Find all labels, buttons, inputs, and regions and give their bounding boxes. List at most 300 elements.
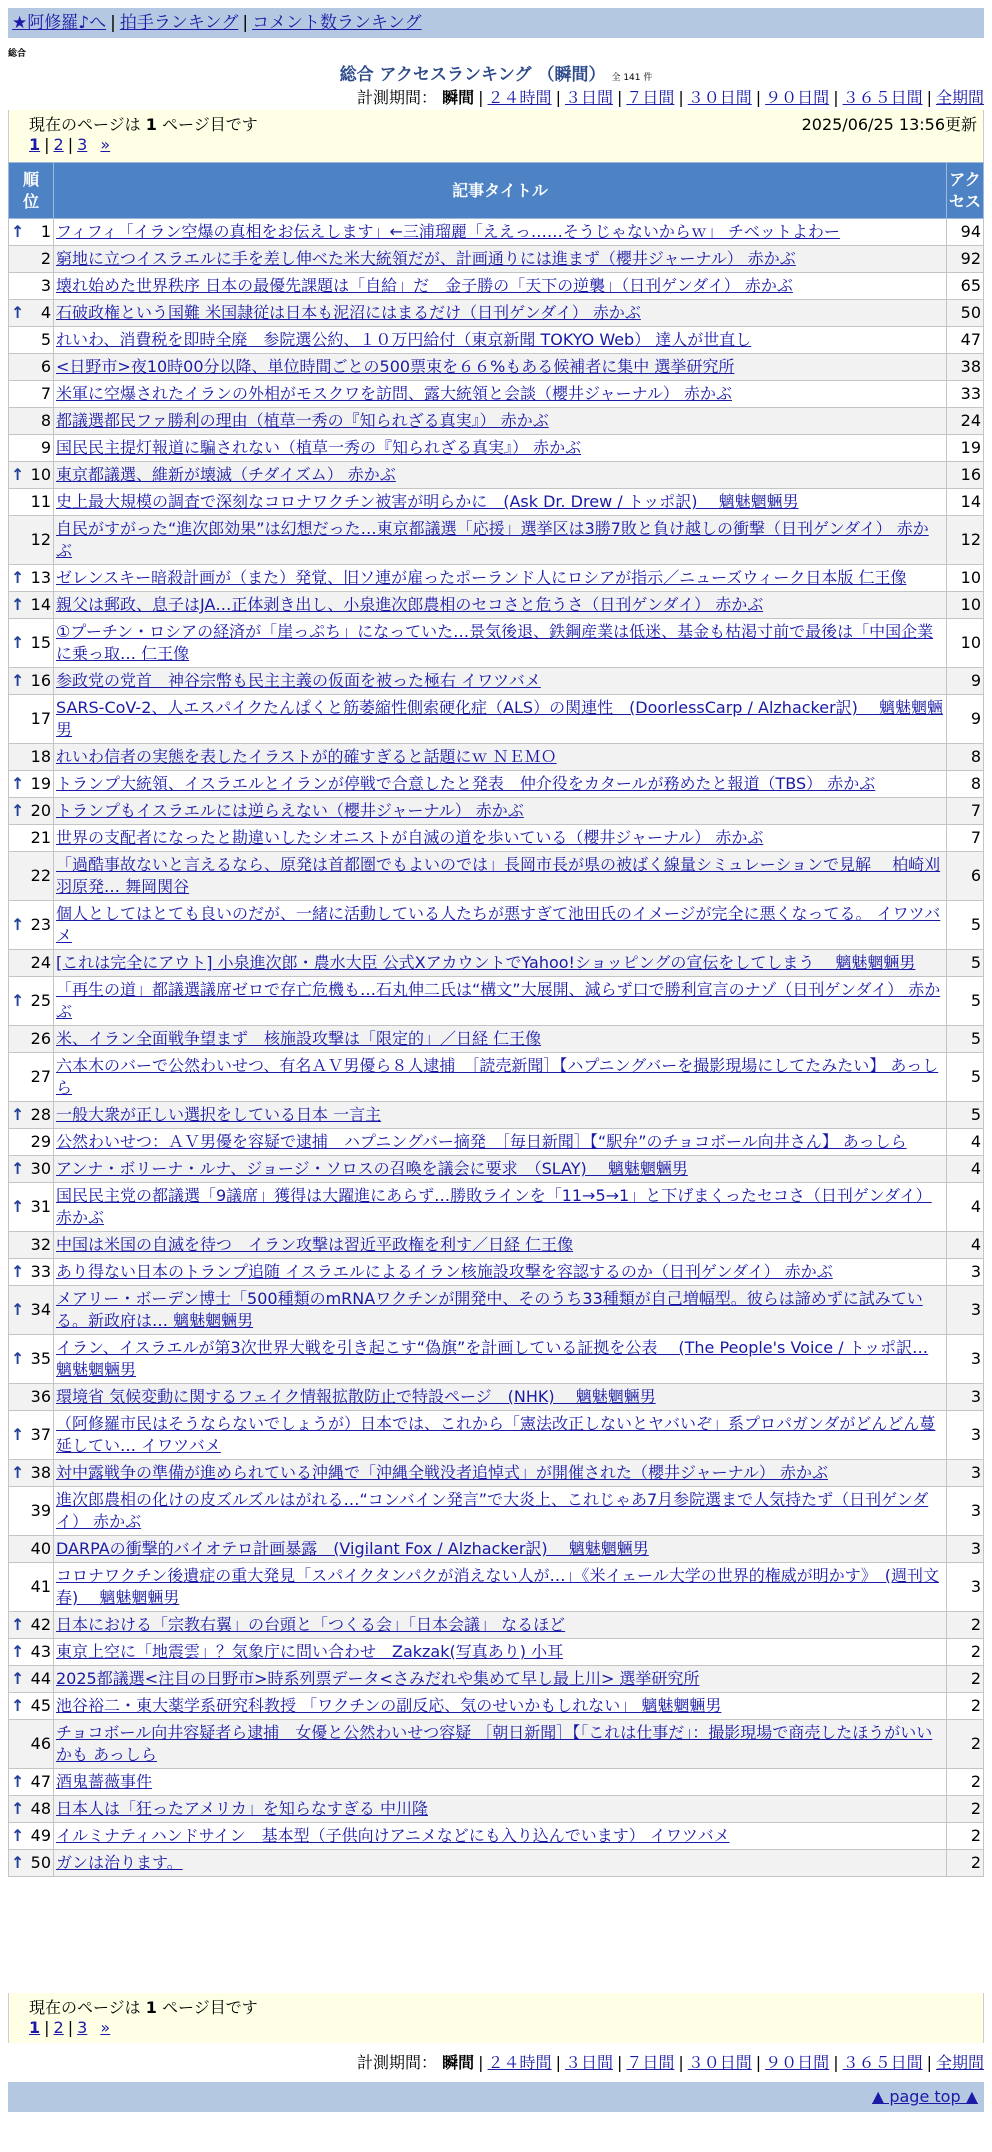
rank-number: 48 [30, 1799, 51, 1818]
rank-up-arrow-icon: ↑ [11, 1159, 25, 1178]
rank-up-arrow-icon: ↑ [11, 595, 25, 614]
rank-cell [9, 1769, 54, 1796]
title-cell [54, 1026, 947, 1053]
nav-link-clap-ranking[interactable]: 拍手ランキング [119, 13, 239, 33]
article-title-link[interactable]: （阿修羅市民はそうならないでしょうが）日本では、これから「憲法改正しないとヤバいぞ」系プロパガンダがどんどん蔓延してい… イワツバメ [56, 1414, 936, 1455]
article-title-link[interactable]: DARPAの衝撃的バイオテロ計画暴露 (Vigilant Fox / Alzhacker訳) 魑魅魍魎男 [56, 1539, 649, 1558]
rank-number: 38 [30, 1463, 51, 1482]
article-title-link[interactable]: イラン、イスラエルが第3次世界大戦を引き起こす“偽旗”を計画している証拠を公表 (The People's Voice / トッポ訳… 魑魅魍魎男 [56, 1338, 929, 1379]
access-count: 2 [947, 1769, 984, 1796]
period-selector-bottom: 計測期間： 瞬間 | ２４時間 | ３日間 | ７日間 | ３０日間 | ９０日間 | ３６５日間 | 全期間 [357, 2053, 984, 2072]
table-row [9, 1102, 984, 1129]
period-link-7d[interactable]: ７日間 [626, 2053, 675, 2072]
title-cell [54, 219, 947, 246]
period-link-3d[interactable]: ３日間 [564, 2053, 613, 2072]
title-cell [54, 1720, 947, 1769]
title-cell [54, 1129, 947, 1156]
rank-number: 11 [30, 492, 51, 511]
rank-up-arrow-icon: ↑ [11, 671, 25, 690]
table-row [9, 619, 984, 668]
rank-number: 32 [30, 1235, 51, 1254]
rank-up-arrow-icon: ↑ [11, 1197, 25, 1216]
article-title-link[interactable]: ガンは治ります。 [56, 1853, 183, 1872]
rank-number: 18 [30, 747, 51, 766]
rank-up-arrow-icon: ↑ [11, 774, 25, 793]
rank-number: 2 [40, 249, 51, 268]
period-label: 計測期間： [357, 2053, 438, 2072]
page-links-bottom: 1 | 2 | 3 » [29, 2018, 111, 2037]
access-count: 5 [947, 977, 984, 1026]
rank-number: 47 [30, 1772, 51, 1791]
current-page-number: 1 [145, 115, 157, 134]
rank-cell [9, 744, 54, 771]
rank-number: 7 [40, 384, 51, 403]
access-count: 4 [947, 1183, 984, 1232]
rank-cell [9, 1666, 54, 1693]
article-title-link[interactable]: 六本木のバーで公然わいせつ、有名ＡＶ男優ら８人逮捕 ［読売新聞］【ハプニングバーを撮影現場にしてたみたい】 あっしら [56, 1056, 939, 1097]
rank-cell [9, 354, 54, 381]
title-cell [54, 300, 947, 327]
title-cell [54, 1666, 947, 1693]
article-title-link[interactable]: フィフィ「イラン空爆の真相をお伝えします」←三浦瑠麗「ええっ……そうじゃないからｗ」 チベットよわー [56, 222, 840, 241]
rank-number: 41 [30, 1577, 51, 1596]
title-cell [54, 1769, 947, 1796]
page-link-next[interactable]: » [100, 135, 111, 154]
page-link-2[interactable]: 2 [53, 2018, 64, 2037]
article-title-link[interactable]: れいわ信者の実態を表したイラストが的確すぎると話題にｗ ＮＥＭＯ [56, 747, 557, 766]
table-row [9, 1460, 984, 1487]
access-count: 50 [947, 300, 984, 327]
title-cell [54, 1411, 947, 1460]
table-row [9, 1536, 984, 1563]
period-link-7d[interactable]: ７日間 [626, 88, 675, 107]
title-cell [54, 1639, 947, 1666]
table-row [9, 1666, 984, 1693]
title-cell [54, 798, 947, 825]
period-link-24h[interactable]: ２４時間 [487, 2053, 552, 2072]
article-title-link[interactable]: 日本における「宗教右翼」の台頭と「つくる会」「日本会議」 なるほど [56, 1615, 566, 1634]
title-cell [54, 327, 947, 354]
title-cell [54, 1232, 947, 1259]
rank-number: 44 [30, 1669, 51, 1688]
rank-up-arrow-icon: ↑ [11, 1826, 25, 1845]
page-link-2[interactable]: 2 [53, 135, 64, 154]
rank-cell [9, 619, 54, 668]
access-count: 5 [947, 950, 984, 977]
article-title-link[interactable]: 対中露戦争の準備が進められている沖縄で「沖縄全戦没者追悼式」が開催された（櫻井ジャーナル） 赤かぶ [56, 1463, 828, 1482]
article-title-link[interactable]: 参政党の党首 神谷宗幣も民主主義の仮面を被った極右 イワツバメ [56, 671, 541, 690]
rank-number: 50 [30, 1853, 51, 1872]
nav-separator: | [110, 13, 116, 33]
article-title-link[interactable]: 窮地に立つイスラエルに手を差し伸べた米大統領だが、計画通りには進まず（櫻井ジャーナル） 赤かぶ [56, 249, 796, 268]
rank-up-arrow-icon: ↑ [11, 1425, 25, 1444]
period-link-3d[interactable]: ３日間 [564, 88, 613, 107]
period-current: 瞬間 [442, 88, 475, 107]
article-title-link[interactable]: 都議選都民ファ勝利の理由（植草一秀の『知られざる真実』） 赤かぶ [56, 411, 549, 430]
rank-up-arrow-icon: ↑ [11, 568, 25, 587]
article-title-link[interactable]: SARS-CoV-2、人エスパイクたんぱくと筋萎縮性側索硬化症（ALS）の関連性 (DoorlessCarp / Alzhacker訳) 魑魅魍魎男 [56, 698, 943, 739]
rank-number: 15 [30, 633, 51, 652]
rank-number: 17 [30, 709, 51, 728]
rank-cell [9, 1693, 54, 1720]
title-cell [54, 825, 947, 852]
article-title-link[interactable]: 石破政権という国難 米国隷従は日本も泥沼にはまるだけ（日刊ゲンダイ） 赤かぶ [56, 303, 641, 322]
access-count: 12 [947, 516, 984, 565]
table-row [9, 354, 984, 381]
access-count: 6 [947, 852, 984, 901]
rank-number: 12 [30, 530, 51, 549]
rank-number: 33 [30, 1262, 51, 1281]
access-count: 10 [947, 592, 984, 619]
rank-up-arrow-icon: ↑ [11, 303, 25, 322]
rank-cell [9, 592, 54, 619]
rank-cell [9, 1796, 54, 1823]
page-link-1[interactable]: 1 [29, 2018, 41, 2037]
rank-cell [9, 462, 54, 489]
rank-cell [9, 798, 54, 825]
access-count: 2 [947, 1612, 984, 1639]
header-access: アクセス [947, 163, 984, 219]
title-cell [54, 273, 947, 300]
bottom-bar [8, 2082, 984, 2112]
category-label: 総合 [8, 49, 27, 59]
rank-number: 19 [30, 774, 51, 793]
access-count: 2 [947, 1693, 984, 1720]
pager-top [8, 110, 984, 162]
article-title-link[interactable]: ①プーチン・ロシアの経済が「崖っぷち」になっていた…景気後退、鉄鋼産業は低迷、基金も枯渇寸前で最後は「中国企業に乗っ取… 仁王像 [56, 622, 934, 663]
rank-cell [9, 1487, 54, 1536]
article-title-link[interactable]: 親父は郵政、息子はJA…正体剥き出し、小泉進次郎農相のセコさと危うさ（日刊ゲンダイ） 赤かぶ [56, 595, 764, 614]
rank-number: 1 [40, 222, 51, 241]
rank-number: 26 [30, 1029, 51, 1048]
table-row [9, 300, 984, 327]
title-cell [54, 950, 947, 977]
table-header-row [9, 163, 984, 219]
period-link-365d[interactable]: ３６５日間 [842, 88, 923, 107]
period-link-all[interactable]: 全期間 [935, 2053, 984, 2072]
table-row [9, 1823, 984, 1850]
access-count: 2 [947, 1850, 984, 1877]
table-row [9, 1411, 984, 1460]
rank-cell [9, 1232, 54, 1259]
rank-cell [9, 1563, 54, 1612]
article-title-link[interactable]: 米軍に空爆されたイランの外相がモスクワを訪問、露大統領と会談（櫻井ジャーナル） 赤かぶ [56, 384, 732, 403]
access-count: 4 [947, 1232, 984, 1259]
title-cell [54, 489, 947, 516]
access-count: 3 [947, 1384, 984, 1411]
rank-up-arrow-icon: ↑ [11, 915, 25, 934]
rank-cell [9, 565, 54, 592]
rank-cell [9, 1850, 54, 1877]
table-row [9, 1286, 984, 1335]
table-row [9, 1796, 984, 1823]
rank-cell [9, 435, 54, 462]
article-title-link[interactable]: 東京都議選、維新が壊滅（チダイズム） 赤かぶ [56, 465, 396, 484]
article-title-link[interactable]: 進次郎農相の化けの皮ズルズルはがれる…“コンバイン発言”で大炎上、これじゃあ7月参院選まで人気持たず（日刊ゲンダイ） 赤かぶ [56, 1490, 929, 1531]
table-row [9, 435, 984, 462]
rank-up-arrow-icon: ↑ [11, 1696, 25, 1715]
article-title-link[interactable]: メアリー・ボーデン博士「500種類のmRNAワクチンが開発中、そのうち33種類が自己増幅型。彼らは諦めずに試みている。新政府は… 魑魅魍魎男 [56, 1289, 923, 1330]
table-row [9, 1129, 984, 1156]
title-cell [54, 901, 947, 950]
article-title-link[interactable]: 中国は米国の自滅を待つ イラン攻撃は習近平政権を利す／日経 仁王像 [56, 1235, 574, 1254]
rank-up-arrow-icon: ↑ [11, 1349, 25, 1368]
rank-up-arrow-icon: ↑ [11, 1642, 25, 1661]
access-count: 33 [947, 381, 984, 408]
table-row [9, 273, 984, 300]
rank-cell [9, 1612, 54, 1639]
rank-number: 31 [30, 1197, 51, 1216]
rank-cell [9, 771, 54, 798]
table-row [9, 901, 984, 950]
rank-cell [9, 1460, 54, 1487]
article-title-link[interactable]: 東京上空に「地震雲」？気象庁に問い合わせ Zakzak(写真あり) 小耳 [56, 1642, 564, 1661]
title-cell [54, 1460, 947, 1487]
title-cell [54, 1259, 947, 1286]
article-title-link[interactable]: トランプもイスラエルには逆らえない（櫻井ジャーナル） 赤かぶ [56, 801, 524, 820]
nav-link-asyura[interactable]: ★阿修羅♪へ [12, 13, 107, 33]
access-count: 7 [947, 825, 984, 852]
period-link-30d[interactable]: ３０日間 [687, 2053, 752, 2072]
article-title-link[interactable]: [これは完全にアウト] 小泉進次郎・農水大臣 公式XアカウントでYahoo!ショッピングの宣伝をしてしまう 魑魅魍魎男 [56, 953, 916, 972]
table-row [9, 1259, 984, 1286]
table-row [9, 950, 984, 977]
rank-cell [9, 516, 54, 565]
title-cell [54, 695, 947, 744]
table-row [9, 462, 984, 489]
rank-up-arrow-icon: ↑ [11, 1615, 25, 1634]
title-cell [54, 771, 947, 798]
title-cell [54, 1850, 947, 1877]
current-page-text-bottom: 現在のページは 1 ページ目です [29, 1998, 258, 2017]
table-row [9, 1563, 984, 1612]
access-count: 3 [947, 1286, 984, 1335]
access-count: 5 [947, 901, 984, 950]
table-row [9, 771, 984, 798]
title-cell [54, 1053, 947, 1102]
rank-number: 37 [30, 1425, 51, 1444]
title-cell [54, 1384, 947, 1411]
access-count: 38 [947, 354, 984, 381]
title-cell [54, 1823, 947, 1850]
article-title-link[interactable]: 「再生の道」都議選議席ゼロで存亡危機も…石丸伸二氏は“構文”大展開、減らず口で勝利宣言のナゾ（日刊ゲンダイ） 赤かぶ [56, 980, 941, 1021]
article-title-link[interactable]: トランプ大統領、イスラエルとイランが停戦で合意したと発表 仲介役をカタールが務めたと報道（TBS） 赤かぶ [56, 774, 876, 793]
rank-cell [9, 950, 54, 977]
rank-up-arrow-icon: ↑ [11, 1799, 25, 1818]
article-title-link[interactable]: 池谷裕二・東大薬学系研究科教授 「ワクチンの副反応、気のせいかもしれない」 魑魅魍魎男 [56, 1696, 722, 1715]
rank-number: 40 [30, 1539, 51, 1558]
table-row [9, 327, 984, 354]
title-cell [54, 852, 947, 901]
rank-number: 27 [30, 1067, 51, 1086]
period-link-30d[interactable]: ３０日間 [687, 88, 752, 107]
article-title-link[interactable]: れいわ、消費税を即時全廃 参院選公約、１０万円給付（東京新聞 TOKYO Web） 達人が世直し [56, 330, 752, 349]
rank-number: 14 [30, 595, 51, 614]
access-count: 8 [947, 744, 984, 771]
article-title-link[interactable]: イルミナティハンドサイン 基本型（子供向けアニメなどにも入り込んでいます） イワツバメ [56, 1826, 730, 1845]
article-title-link[interactable]: 自民がすがった“進次郎効果”は幻想だった…東京都議選「応援」選挙区は3勝7敗と負け越しの衝撃（日刊ゲンダイ） 赤かぶ [56, 519, 929, 560]
table-row [9, 246, 984, 273]
rank-number: 20 [30, 801, 51, 820]
access-count: 3 [947, 1335, 984, 1384]
page-link-next[interactable]: » [100, 2018, 111, 2037]
rank-cell [9, 1720, 54, 1769]
rank-number: 28 [30, 1105, 51, 1124]
page-link-1[interactable]: 1 [29, 135, 41, 154]
article-title-link[interactable]: ゼレンスキー暗殺計画が（また）発覚、旧ソ連が雇ったポーランド人にロシアが指示／ニューズウィーク日本版 仁王像 [56, 568, 907, 587]
rank-cell [9, 219, 54, 246]
title-cell [54, 1286, 947, 1335]
page-link-3[interactable]: 3 [77, 2018, 88, 2037]
access-count: 7 [947, 798, 984, 825]
table-row [9, 1053, 984, 1102]
access-count: 2 [947, 1666, 984, 1693]
article-title-link[interactable]: 「過酷事故ないと言えるなら、原発は首都圏でもよいのでは」長岡市長が県の被ばく線量シミュレーションで見解 柏崎刈羽原発… 舞岡関谷 [56, 855, 941, 896]
article-title-link[interactable]: 環境省 気候変動に関するフェイク情報拡散防止で特設ページ (NHK) 魑魅魍魎男 [56, 1387, 656, 1406]
page-links: 1 | 2 | 3 » [29, 135, 111, 154]
total-count: 全 141 件 [611, 73, 653, 83]
access-count: 10 [947, 619, 984, 668]
rank-cell [9, 1156, 54, 1183]
access-count: 2 [947, 1720, 984, 1769]
article-title-link[interactable]: 史上最大規模の調査で深刻なコロナワクチン被害が明らかに (Ask Dr. Drew / トッポ訳) 魑魅魍魎男 [56, 492, 799, 511]
access-count: 16 [947, 462, 984, 489]
rank-cell [9, 1286, 54, 1335]
title-cell [54, 1156, 947, 1183]
rank-cell [9, 1384, 54, 1411]
access-count: 8 [947, 771, 984, 798]
rank-number: 30 [30, 1159, 51, 1178]
rank-cell [9, 246, 54, 273]
article-title-link[interactable]: 酒鬼薔薇事件 [56, 1772, 153, 1791]
access-count: 65 [947, 273, 984, 300]
table-row [9, 381, 984, 408]
access-count: 4 [947, 1129, 984, 1156]
rank-cell [9, 825, 54, 852]
period-link-24h[interactable]: ２４時間 [487, 88, 552, 107]
article-title-link[interactable]: 壊れ始めた世界秩序 日本の最優先課題は「自給」だ 金子勝の「天下の逆襲」（日刊ゲンダイ） 赤かぶ [56, 276, 793, 295]
rank-number: 42 [30, 1615, 51, 1634]
article-title-link[interactable]: 2025都議選<注目の日野市>時系列票データ<さみだれや集めて早し最上川> 選挙研究所 [56, 1669, 700, 1688]
pager-bottom [8, 1993, 984, 2043]
article-title-link[interactable]: チョコボール向井容疑者ら逮捕 女優と公然わいせつ容疑 ［朝日新聞］【「これは仕事だ」：撮影現場で商売したほうがいいかも あっしら [56, 1723, 933, 1764]
article-title-link[interactable]: 世界の支配者になったと勘違いしたシオニストが自滅の道を歩いている（櫻井ジャーナル） 赤かぶ [56, 828, 764, 847]
access-count: 9 [947, 668, 984, 695]
table-row [9, 1384, 984, 1411]
title-cell [54, 1612, 947, 1639]
page-link-3[interactable]: 3 [77, 135, 88, 154]
title-cell [54, 592, 947, 619]
rank-cell [9, 1536, 54, 1563]
table-row [9, 1693, 984, 1720]
period-label: 計測期間： [357, 88, 438, 107]
table-row [9, 408, 984, 435]
period-current: 瞬間 [442, 2053, 475, 2072]
rank-cell [9, 273, 54, 300]
period-link-365d[interactable]: ３６５日間 [842, 2053, 923, 2072]
title-cell [54, 1693, 947, 1720]
access-count: 5 [947, 1026, 984, 1053]
table-row [9, 1183, 984, 1232]
access-count: 3 [947, 1563, 984, 1612]
title-cell [54, 1102, 947, 1129]
rank-cell [9, 977, 54, 1026]
article-title-link[interactable]: 公然わいせつ：ＡＶ男優を容疑で逮捕 ハプニングバー摘発 ［毎日新聞］【“駅弁”のチョコボール向井さん】 あっしら [56, 1132, 907, 1151]
title-cell [54, 462, 947, 489]
article-title-link[interactable]: 国民民主提灯報道に騙されない（植草一秀の『知られざる真実』） 赤かぶ [56, 438, 582, 457]
article-title-link[interactable]: アンナ・ボリーナ・ルナ、ジョージ・ソロスの召喚を議会に要求 （SLAY) 魑魅魍魎男 [56, 1159, 688, 1178]
table-row [9, 744, 984, 771]
rank-cell [9, 489, 54, 516]
rank-cell [9, 1129, 54, 1156]
period-link-90d[interactable]: ９０日間 [765, 2053, 830, 2072]
rank-cell [9, 668, 54, 695]
table-row [9, 668, 984, 695]
rank-up-arrow-icon: ↑ [11, 1105, 25, 1124]
page-title-text: 総合 アクセスランキング （瞬間） [339, 65, 606, 85]
article-title-link[interactable]: 米、イラン全面戦争望まず 核施設攻撃は「限定的」／日経 仁王像 [56, 1029, 542, 1048]
rank-number: 4 [40, 303, 51, 322]
table-row [9, 798, 984, 825]
rank-cell [9, 1259, 54, 1286]
access-count: 3 [947, 1411, 984, 1460]
table-row [9, 516, 984, 565]
rank-number: 23 [30, 915, 51, 934]
title-cell [54, 1335, 947, 1384]
rank-number: 5 [40, 330, 51, 349]
ranking-table [8, 162, 984, 1877]
nav-link-comment-ranking[interactable]: コメント数ランキング [252, 13, 422, 33]
article-title-link[interactable]: 国民民主党の都議選「9議席」獲得は大躍進にあらず…勝敗ラインを「11→5→1」と下げまくったセコさ（日刊ゲンダイ） 赤かぶ [56, 1186, 932, 1227]
article-title-link[interactable]: 個人としてはとても良いのだが、一緒に活動している人たちが悪すぎて池田氏のイメージが完全に悪くなってる。 イワツバメ [56, 904, 941, 945]
title-cell [54, 1183, 947, 1232]
article-title-link[interactable]: <日野市>夜10時00分以降、単位時間ごとの500票束を６６%もある候補者に集中 選挙研究所 [56, 357, 735, 376]
article-title-link[interactable]: あり得ない日本のトランプ追随 イスラエルによるイラン核施設攻撃を容認するのか（日刊ゲンダイ） 赤かぶ [56, 1262, 833, 1281]
page-top-link[interactable]: ▲ page top ▲ [871, 2087, 978, 2106]
rank-number: 39 [30, 1501, 51, 1520]
rank-cell [9, 1102, 54, 1129]
rank-number: 13 [30, 568, 51, 587]
article-title-link[interactable]: コロナワクチン後遺症の重大発見「スパイクタンパクが消えない人が…」《米イェール大学の世界的権威が明かす》 (週刊文春) 魑魅魍魎男 [56, 1566, 939, 1607]
access-count: 3 [947, 1460, 984, 1487]
table-row [9, 1720, 984, 1769]
table-row [9, 825, 984, 852]
table-row [9, 1335, 984, 1384]
title-cell [54, 381, 947, 408]
article-title-link[interactable]: 一般大衆が正しい選択をしている日本 一言主 [56, 1105, 382, 1124]
rank-up-arrow-icon: ↑ [11, 1772, 25, 1791]
table-row [9, 565, 984, 592]
table-row [9, 1487, 984, 1536]
rank-up-arrow-icon: ↑ [11, 465, 25, 484]
title-cell [54, 435, 947, 462]
article-title-link[interactable]: 日本人は「狂ったアメリカ」を知らなすぎる 中川隆 [56, 1799, 428, 1818]
rank-up-arrow-icon: ↑ [11, 1669, 25, 1688]
rank-number: 24 [30, 953, 51, 972]
period-link-all[interactable]: 全期間 [935, 88, 984, 107]
rank-number: 46 [30, 1734, 51, 1753]
table-row [9, 1232, 984, 1259]
access-count: 2 [947, 1823, 984, 1850]
page-title [0, 60, 992, 85]
rank-cell [9, 852, 54, 901]
rank-number: 49 [30, 1826, 51, 1845]
rank-number: 10 [30, 465, 51, 484]
period-link-90d[interactable]: ９０日間 [765, 88, 830, 107]
table-row [9, 695, 984, 744]
rank-up-arrow-icon: ↑ [11, 1463, 25, 1482]
rank-cell [9, 300, 54, 327]
